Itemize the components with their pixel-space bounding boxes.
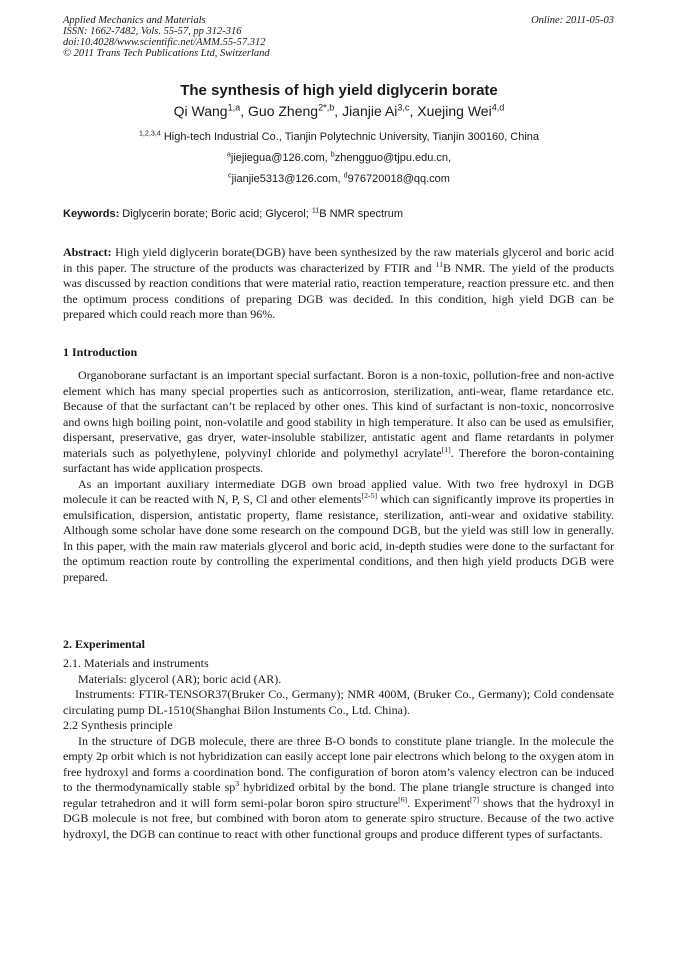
citation[interactable]: [7]	[470, 794, 480, 804]
author-name: Guo Zheng	[248, 103, 319, 119]
abstract-label: Abstract:	[63, 245, 112, 259]
author-sup: 1,a	[227, 102, 241, 113]
keywords-nmr: B NMR spectrum	[319, 208, 403, 220]
author-name: Qi Wang	[173, 103, 228, 119]
author-sup: 4,d	[491, 102, 505, 113]
synthesis-text: hybridized orbital by the bond. The plane triangle structure is changed into regular tetrahedron and it will form semi-polar boron spiro structure	[63, 780, 614, 810]
synthesis-paragraph	[63, 734, 614, 843]
journal-header	[63, 15, 270, 59]
nmr-sup: 11	[311, 206, 320, 215]
experimental-body	[63, 656, 614, 842]
intro-paragraph-1	[63, 368, 614, 477]
paper-title: The synthesis of high yield diglycerin borate	[180, 82, 498, 99]
experimental-heading: 2. Experimental	[63, 637, 145, 651]
citation[interactable]: [2-5]	[361, 491, 378, 500]
email-d[interactable]: 976720018@qq.com	[347, 173, 450, 185]
affiliation-text: High-tech Industrial Co., Tianjin Polytechnic University, Tianjin 300160, China	[160, 131, 540, 143]
author-name: Jianjie Ai	[342, 103, 398, 119]
intro-text: As an important auxiliary intermediate DGB own broad applied value. With two free hydroxyl in DGB molecule it can be reacted with N, P, S, Cl and other elements	[63, 476, 614, 506]
affiliation-sup: 1,2,3,4	[138, 129, 161, 138]
keywords-text: Diglycerin borate; Boric acid; Glycerol;	[119, 208, 312, 220]
email-line-1	[0, 152, 678, 164]
email-sup: a	[226, 150, 231, 159]
journal-name: Applied Mechanics and Materials	[63, 15, 206, 26]
doi-line: doi:10.4028/www.scientific.net/AMM.55-57.312	[63, 37, 266, 48]
abstract-text-1: High yield diglycerin borate(DGB) have been synthesized by the raw materials glycerol and boric acid in this paper. The structure of the products was characterized by FTIR and	[63, 245, 614, 275]
sp3-sup: 3	[235, 779, 240, 788]
issn-line: ISSN: 1662-7482, Vols. 55-57, pp 312-316	[63, 26, 242, 37]
email-c[interactable]: jianjie5313@126.com,	[231, 173, 344, 185]
email-sup: c	[228, 171, 232, 180]
keywords-label: Keywords:	[63, 208, 120, 220]
online-date: Online: 2011-05-03	[531, 15, 614, 26]
intro-heading: 1 Introduction	[63, 345, 138, 359]
email-sup: d	[343, 171, 348, 180]
synthesis-text: In the structure of DGB molecule, there are three B-O bonds to constitute plane triangle. In the molecule the empty 2p orbit which is not hybridization can easily accept lone pair electrons which belong to the oxygen atom in free hydroxyl and forms a coordination bond. The configuration of boron atom’s valency electron can be induced to the thermodynamically stable sp	[63, 733, 614, 794]
synthesis-text: . Experiment	[407, 795, 471, 810]
abstract	[63, 245, 614, 323]
citation[interactable]: [6]	[398, 794, 408, 804]
intro-paragraph-2	[63, 477, 614, 586]
affiliation	[0, 131, 678, 143]
abstract-sup: 11	[435, 259, 444, 269]
email-a[interactable]: jiejiegua@126.com,	[230, 152, 331, 164]
keywords	[63, 208, 623, 220]
intro-text: . Therefore the boron-containing surfactant has wide application prospects.	[63, 445, 615, 475]
email-line-2	[0, 173, 678, 185]
intro-text: which can significantly improve its properties in emulsification, dispersion, antistatic property, flame resistance, sterilization, anti-wear and oxidative stability. Although some scholar have done some research on the compound DGB, but the yield was still low in generally. In this paper, with the main raw materials glycerol and boric acid, in-depth studies were done to the surfactant for the optimum reaction route by controlling the experimental conditions, and then high yield products DGB were prepared.	[63, 492, 614, 584]
author-name: Xuejing Wei	[417, 103, 492, 119]
citation[interactable]: [1]	[441, 444, 451, 454]
subsection-heading: 2.1. Materials and instruments	[63, 656, 209, 670]
intro-text: Organoborane surfactant is an important special surfactant. Boron is a non-toxic, pollution-free and non-active element which has many special properties such as anticorrosion, sterilization, anti-wear, flame retardance etc. Because of that the surfactant can’t be replaced by other ones. This kind of surfactant is non-toxic, noncorrosive and owns high boiling point, non-volatile and good stability in high temperature. It also can be used as emulsifier, dispersant, preservative, gas dryer, water-insoluble stabilizer, antistatic agent and flame retardants in polymer materials such as polyethylene, polyvinyl chloride and polymethyl acrylate	[63, 368, 614, 460]
materials-line: Materials: glycerol (AR); boric acid (AR).	[78, 671, 282, 686]
email-b[interactable]: zhengguo@tjpu.edu.cn,	[334, 152, 452, 164]
author-sup: 3,c	[397, 102, 410, 113]
copyright-line: © 2011 Trans Tech Publications Ltd, Switzerland	[63, 48, 270, 59]
instruments-line: Instruments: FTIR-TENSOR37(Bruker Co., Germany); NMR 400M, (Bruker Co., Germany); Cold condensate circulating pump DL-1510(Shanghai Bilon Instuments Co., Ltd. China).	[63, 687, 614, 717]
synthesis-text: shows that the hydroxyl in DGB molecule is not free, but combined with boron atom to generate spiro structure. Because of the two active hydroxyl, the DGB can continue to react with other functional groups and produce different types of surfactants.	[63, 795, 614, 841]
email-sup: b	[330, 150, 335, 159]
intro-body	[63, 368, 614, 585]
abstract-text-2: B NMR. The yield of the products was discussed by reaction conditions that were material ratio, reaction temperature, reaction pressure etc. and then the optimum process conditions of preparing DGB was decided. In this condition, high yield DGB can be prepared which could reach more than 96%.	[63, 260, 615, 321]
subsection-heading: 2.2 Synthesis principle	[63, 718, 173, 732]
author-list: Qi Wang$^{1,a}$, Guo Zheng$^{2*,b}$, Jianjie Ai$^{3,c}$, Xuejing Wei$^{4,d}$	[173, 102, 505, 119]
author-sup: 2*,b	[318, 102, 335, 113]
